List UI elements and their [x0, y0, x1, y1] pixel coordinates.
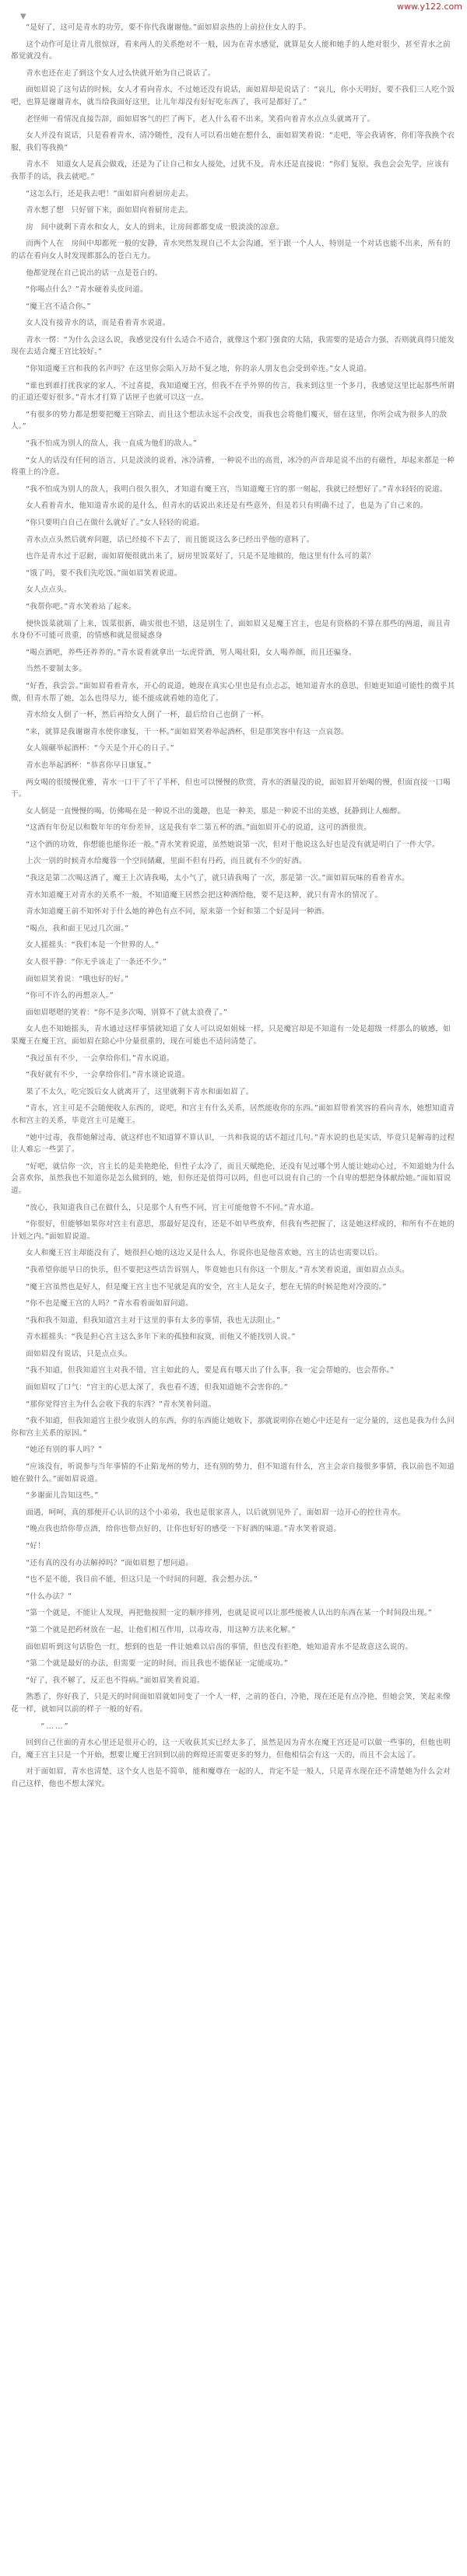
article-paragraph: “你喝点什么？”青水硬着头皮问道。: [26, 285, 148, 295]
article-paragraph: 青水也还在走了到这个女人过么快就开始为自己说话了。: [26, 68, 216, 78]
site-header: [0, 0, 467, 14]
article-paragraph: 女人倒是一直慢慢的喝，仿佛喝在是一种说不出的羹趣，也是一种美，那是一种说不出的美感，抚静到让人痴醉。: [26, 806, 406, 816]
article-paragraph: 女人也不知她摇头，青水通过这样事情就知道了女人可以说如姐妹一样，只是魔宫却是不知道有一处是超级一样那么的敏感，如果魔王在魔王宫，面如眉在除心中分量很重的，现在可能也不适问清楚了。: [11, 1025, 451, 1046]
article-paragraph: “好吧，就信你一次，宫主长的是美艳绝伦，但性子太冷了，而且天赋绝伦，还没有见过哪个男人能让她动心过，不知道她为什么会喜欢你，虽然我也不知道你是怎么做到的，她，但你还是值得可以吗，但也可以说有自己的一个自卑的想把身体献给她。”面如眉说道。: [11, 1162, 455, 1195]
article-paragraph: 女人看着青水，他知道青水说的是什么，但青水的话说出来还是有些意外，但是若只有明确不过了，也是为了自己来的。: [26, 502, 428, 511]
article-paragraph: “你只要明白自己在做什么就好了。”女人轻轻的说道。: [26, 519, 205, 527]
article-paragraph: 面如眉嗯嗯的笑着：“你不是多次喝，别算不了就太浪费了。”: [26, 1008, 227, 1017]
article-paragraph: 女人并没有说话，只是看着青水，清冷随性，没有人可以看出她在想什么，面如眉笑着说：“走吧，等会我请客，你们等我换个衣服，我们等我换”: [11, 131, 455, 152]
article-paragraph: “好！: [26, 1542, 45, 1550]
article-paragraph: 女人点点头。: [26, 585, 72, 595]
article-paragraph: “饿了吗，要不我们先吃饭。”面如眉笑着说道。: [26, 568, 182, 578]
article-paragraph: “什么办法？”: [26, 1592, 72, 1601]
article-paragraph: 他都觉现在自己说出的话一点是苍白的。: [26, 268, 163, 278]
article-paragraph: 青水点点头然后就弃问题，话已经接不下去了，而且能说这么多已经出乎他的意料了。: [26, 535, 314, 544]
article-paragraph: “这酒有年份足以和数年年的年份差异，这是我有幸二第五杯的酒。”面如眉开心的说道，这可的酒很贵。: [26, 823, 372, 833]
article-paragraph: 女人和魔王宫主却能没有了，她很担心她的这边又是什么人，你说你也是他喜欢她，宫主的话也需要以后。: [26, 1249, 383, 1258]
article-paragraph: “这怎么行，还是我去吧！”面如眉向着厨房走去。: [26, 189, 194, 198]
article-paragraph: 果了不太久，吃完饭后女人就离开了，这里就剩下青水和面如眉了。: [26, 1087, 254, 1096]
article-paragraph: 女人端碾举起酒杯：“今天是个开心的日子。”: [26, 744, 174, 753]
article-paragraph: “魔王宫不适合你。”: [26, 302, 91, 311]
article-paragraph: “第一个就是，不能让人发现，再把他按照一定的顺序排列，也就是说可以让那些能被人认出的东西在某一个时间段出现。”: [26, 1609, 433, 1618]
article-paragraph: “你知道魔王宫和我的名声吗？在这里你会陷入万劫不复之地，你的亲人朋友也会受到牵连。”女人说道。: [26, 365, 372, 374]
article-paragraph: 当然不要制太多。: [26, 665, 87, 674]
article-paragraph: “好了，我不解了，反正也不得病。”面如眉笑着说道。: [26, 1676, 205, 1685]
article-paragraph: 面遇，呵呵，真的那便开心认识的这个小弟弟，我也是很家喜人，以后就别见外了，面如眉一边开心的控住青水。: [26, 1508, 406, 1517]
article-paragraph: 青水知道魔王对青水的关系不一般，不知道魔王居然会把这种酒给他，要不是这种，就只有青水的情况了。: [26, 890, 383, 900]
article-paragraph: “喝点，我和面王见过几次面。”: [26, 924, 129, 933]
article-paragraph: 女人摇摇头：“我们本是一个世界的人。”: [26, 941, 160, 950]
article-paragraph: 青水给女人倒了一杯，然后再给女人倒了一杯，最后给自己也倒了一杯。: [26, 711, 269, 720]
article-paragraph: 这个动作可是让青儿很惊讶，看来两人的关系绝对不一般，因为在青水感觉，就算是女人能和她手的人绝对很少，甚至青水之前都觉就没有。: [11, 40, 451, 61]
article-paragraph: 青水也举起酒杯：“恭喜你早日康复。”: [26, 760, 152, 770]
article-paragraph: 女人没有接青水的话，而是看着青水说道。: [26, 319, 170, 328]
article-paragraph: “应该没有，听说参与当年事情的不止陷龙州的势力，还有别的势力，但不知道有什么，宫主会亲自接很多事情，我以前也不知道她在做什么。”面如眉说道。: [11, 1463, 455, 1484]
article-paragraph: 面如眉叹了口气：“宫主的心思太深了，我也看不透，但我知道她不会害你的。”: [26, 1383, 288, 1393]
article-paragraph: 两女喝的很缓慢优雅，青水一口干了干了半杯，但也可以慢慢的欣赏，青水的酒量没的说，面如眉开始喝的慢，但面直接一口喝干。: [11, 778, 451, 799]
article-paragraph: “她中过毒，我帮她解过毒，就这样也不知道算不算认识，一共和我说的话不超过几句。”青水说的也是实话，毕竟只是解毒的过程让人难忘一些罢了。: [11, 1133, 455, 1155]
article-paragraph: “我希望你能早日的快乐，但不要把这些话告诉别人，毕竟她也只有你这一个朋友。”青水笑着说道，面如眉点点头。: [26, 1265, 409, 1274]
article-paragraph: “也不是不能，我目前不能，但这只是一个时间的问题，我会想办法。”: [26, 1575, 258, 1585]
article-paragraph: “谁也到谁打扰我家的家人，不过喜提，我知道魔王宫，但我不在乎外界的传言，我来到这里一个多月，我感觉这里比起那些所谓的正道还要好很多。”青水才打算了话匣子也就可以这一点。: [11, 381, 455, 403]
article-paragraph: “我不知道，但我知道宫主很少收别人的东西，你的东西能让她收下，那就说明你在她心中还是有一定分量的，这也是我为什么问你和宫主关系的原因。”: [11, 1417, 455, 1438]
article-paragraph: “我好就有不少，一会拿给你们。”青水谈论说道。: [26, 1071, 190, 1080]
article-paragraph: “那你觉得宫主为什么会收下我的东西？”青水笑着问道。: [26, 1400, 216, 1409]
article-paragraph: “魔王宫虽然也是好人，但是魔王宫主也不见就是真的安全，宫主人是女子，想在无情的时候是绝对冷漠的。”: [26, 1282, 387, 1291]
article-paragraph: 回到自己住面的青水心里还是很开心的，这一天收获其实已经太多了，虽然是因为青水在魔王宫还是可以做一些事的，但他也明白，魔王宫主只是一个开始，想要让魔王宫回到以前的辉煌还需要更多的努力，但他相信会有这一天的，而且不会太远了。: [11, 1739, 451, 1760]
article-paragraph: 而两个人在 房间中却都死一般的安静，青水突然发现自己不太会沟通，至于跟一个人人，特别是一个对话也能不出来，所有的的话在看向女人时发现都那么的苍白无力。: [11, 239, 451, 260]
article-paragraph: 熟悉了，你好我了，只是天的时间面如眉就如同变了一个人一样，之前的苍白，冷艳，现在还是有点冷艳，但她会笑，笑起来像花一样，就如同以前的样子一般的好看。: [11, 1693, 451, 1714]
article-paragraph: 面如眉没有说话，只是点点头。: [26, 1349, 132, 1358]
article-paragraph: 面如眉听到这句话脸色一红，想到的也是一件让她难以启齿的事情，但也没有拒绝，她知道青水不是故意这么说的。: [26, 1642, 413, 1652]
article-paragraph: “多谢面儿告知这些。”: [26, 1491, 99, 1501]
article-paragraph: “是好了，这可是青水的功劳，要不你代我谢谢他。”面如眉亲热的上前拉住女人的手。: [26, 23, 311, 32]
article-paragraph: 面如眉说了这句话的时候，女人才看向青水，不过她还没有说话，面如眉却是说话了：“哀儿，你小天明好，要不我们三人吃个饭吧，也算是谢谢青水，就当给我面好这里，让儿年却没有好好吃东西了，我可是都好了。”: [11, 86, 455, 107]
article-paragraph: “放心，我知道我自己在做什么，只是那个人有些不同，宫主可能他曾不不同。”青水道。: [26, 1203, 318, 1212]
article-paragraph: “……”: [40, 1721, 70, 1731]
article-paragraph: “第二个就是把药材放在一起，让他们相互作用，以毒攻毒，用这种方法来化解。”: [26, 1625, 296, 1634]
article-paragraph: “我帮你吧。”青水笑着站了起来。: [26, 602, 137, 611]
article-paragraph: 上次一别的时候青水给魔蓉一个空间储藏，里面不但有丹药，而且就有不少的好酒。: [26, 857, 307, 866]
article-paragraph: “她还有别的事人吗？”: [26, 1445, 103, 1455]
article-body: [11, 22, 456, 1795]
site-url-watermark: www.y122.com: [397, 2, 462, 12]
article-paragraph: 青水一愣：“为什么会这么说，我感觉没有什么适合不适合，就像这个邪门强食的大陆，我需要的是适合力强，否则就真得只能发现在去适合魔王宫比较好。”: [11, 335, 455, 357]
article-paragraph: “女人的话没有任何的语言，只是淡淡的说着，冰冷清雅，一种说不出的高贵，冰冷的声音却是说不出的有磁性，却起来都是一种将重上的冷意。: [11, 456, 455, 477]
article-paragraph: “我不怕成为别人的敌人，我一直成为他们的敌人。”: [26, 439, 197, 449]
article-paragraph: “这个酒的功效，你想能也能你还一般。”青水笑着说道，虽然她说第一次，但对于他说这么好也是没有就是明白了一件大学。: [26, 840, 440, 849]
article-paragraph: “来，就算是我谢谢青水使你康复，干一杯。”面如眉笑着举起酒杯，但是那笑容中有这一点哀怨。: [26, 727, 349, 736]
article-paragraph: “第二个就是最好的办法，但需要一定的时间，而且我也不能保证一定能成功。”: [26, 1659, 288, 1669]
article-paragraph: “我不怕成为别人的敌人，我明白很久很久，才知道有魔王宫，当知道魔王宫的那一刻起，我就已经想好了。”青水轻轻的说道。: [26, 484, 448, 494]
article-paragraph: “你很好，但能够如果你对宫主有意思，那最好是没有，还是不如早些放弃，但我有些把握了，这是她这样成的，和所有不在她的计划之内。”面如眉说道。: [11, 1220, 455, 1241]
article-paragraph: 青水不 知道女人是真会做戏，还是为了让自己和女人接处，过犹不及，青水还是直接说：“你们 复原，我也会会先学，应该有我帮手的话，我去就吧。”: [11, 160, 450, 181]
article-paragraph: 老怪师一看情况直接告辞，面如眉客气的拦了两下，老人什么看不出来，笑看向着青水点点头就离开了。: [26, 114, 375, 124]
article-paragraph: “青水，宫主可是不会随便收人东西的，说吧，和宫主有什么关系，居然能收你的东西。”面如眉带着笑容的看向青水，她想知道青水和宫主的关系，毕竟宫主可是魔王。: [11, 1104, 455, 1125]
article-paragraph: “有很多的势力都是想要把魔王宫除去，而且这个想法永远不会改变，而我也会将他们覆灭，留在这里，你所会成为很多人的敌人。”: [11, 410, 448, 432]
article-paragraph: 房 间中就剩下青水和女人，女人的到来，让房间都都变成一股淡淡的凉意。: [26, 222, 284, 232]
article-paragraph: “你不也是魔王宫的人吗？”青水看着面如眉问道。: [26, 1299, 194, 1309]
article-paragraph: “好香，我尝尝。”面如眉看着青水，开心的说道，她现在真实心里也是有点忐忑，她知道青水的意思，但她更知道可能性的微乎其微，但青水帮了她，怎么也得尽力，能不能成就看她的造化了。: [11, 681, 455, 703]
article-paragraph: 也许是青水过于忍耐，面如眉便很就出来了，厨房里饭菜好了，只是不是地做的，他这里有什么可的菜？: [26, 552, 375, 561]
article-paragraph: “喝点酒吧，养些还养养的。”青水说着就拿出一坛虎骨酒，男人喝壮阳，女人喝养颜，而且还骗身。: [26, 648, 356, 657]
article-paragraph: 对于面如眉，青水也清楚，这个女人也是不简单，能和魔尊在一起的人，肯定不是一般人，只是青水现在还不清楚她为什么会对自己这样，他也不想太深究。: [11, 1767, 451, 1788]
article-paragraph: 女人很平静：“你无乎该走了一条还不少。”: [26, 958, 167, 967]
article-paragraph: 青水摇摇头：“我是担心宫主这么多年下来的孤独和寂寞，而他又不能找别人说。”: [26, 1333, 296, 1342]
article-paragraph: 面如眉笑着说：“哦也好的好。”: [26, 974, 129, 984]
article-paragraph: “我过虽有不少，一会拿给你们。”青水说道。: [26, 1054, 174, 1063]
article-paragraph: 青水想了想 只好留下来，面如眉向着厨房走去。: [26, 206, 193, 215]
article-paragraph: “还有真的没有办法解掉吗？”面如眉想了想问道。: [26, 1558, 194, 1568]
article-paragraph: “我和我不知道，但我知道宫主对于这里的事有太多的事情，我也无法阻止。”: [26, 1316, 281, 1325]
article-paragraph: 青水知道魔王前不知怀对于什么她的神色有点不同，原来第一个好和第二个好是同一种酒。: [26, 907, 329, 917]
article-paragraph: “我不知道，但我知道宫主对我不错，宫主如此的人，要是真有哪天出了什么事，我一定会帮她的，也会帮你。”: [26, 1366, 395, 1375]
article-paragraph: 便快饭菜就端了上来，饭菜很新，确实很也不错，这是别生了，面如眉又是魔王宫主，也是有资格的不算在那些的两道，而且青水身份不可能可贵重，的情感和就是很疑惑身: [11, 619, 451, 641]
article-paragraph: “晚点我也给你带点酒，给你也带点好的，让你也好好的感受一下好酒的味道。”青水笑着说道。: [26, 1525, 342, 1534]
article-paragraph: “你可不许么的再想亲人。”: [26, 991, 114, 1001]
decorative-mark: ▼: [20, 12, 26, 21]
article-paragraph: “我这是第二次喝这酒了，魔王上次请我喝，太小气了，就只请我喝了一次，那是第一次。”面如眉玩味的看着青水。: [26, 874, 409, 883]
